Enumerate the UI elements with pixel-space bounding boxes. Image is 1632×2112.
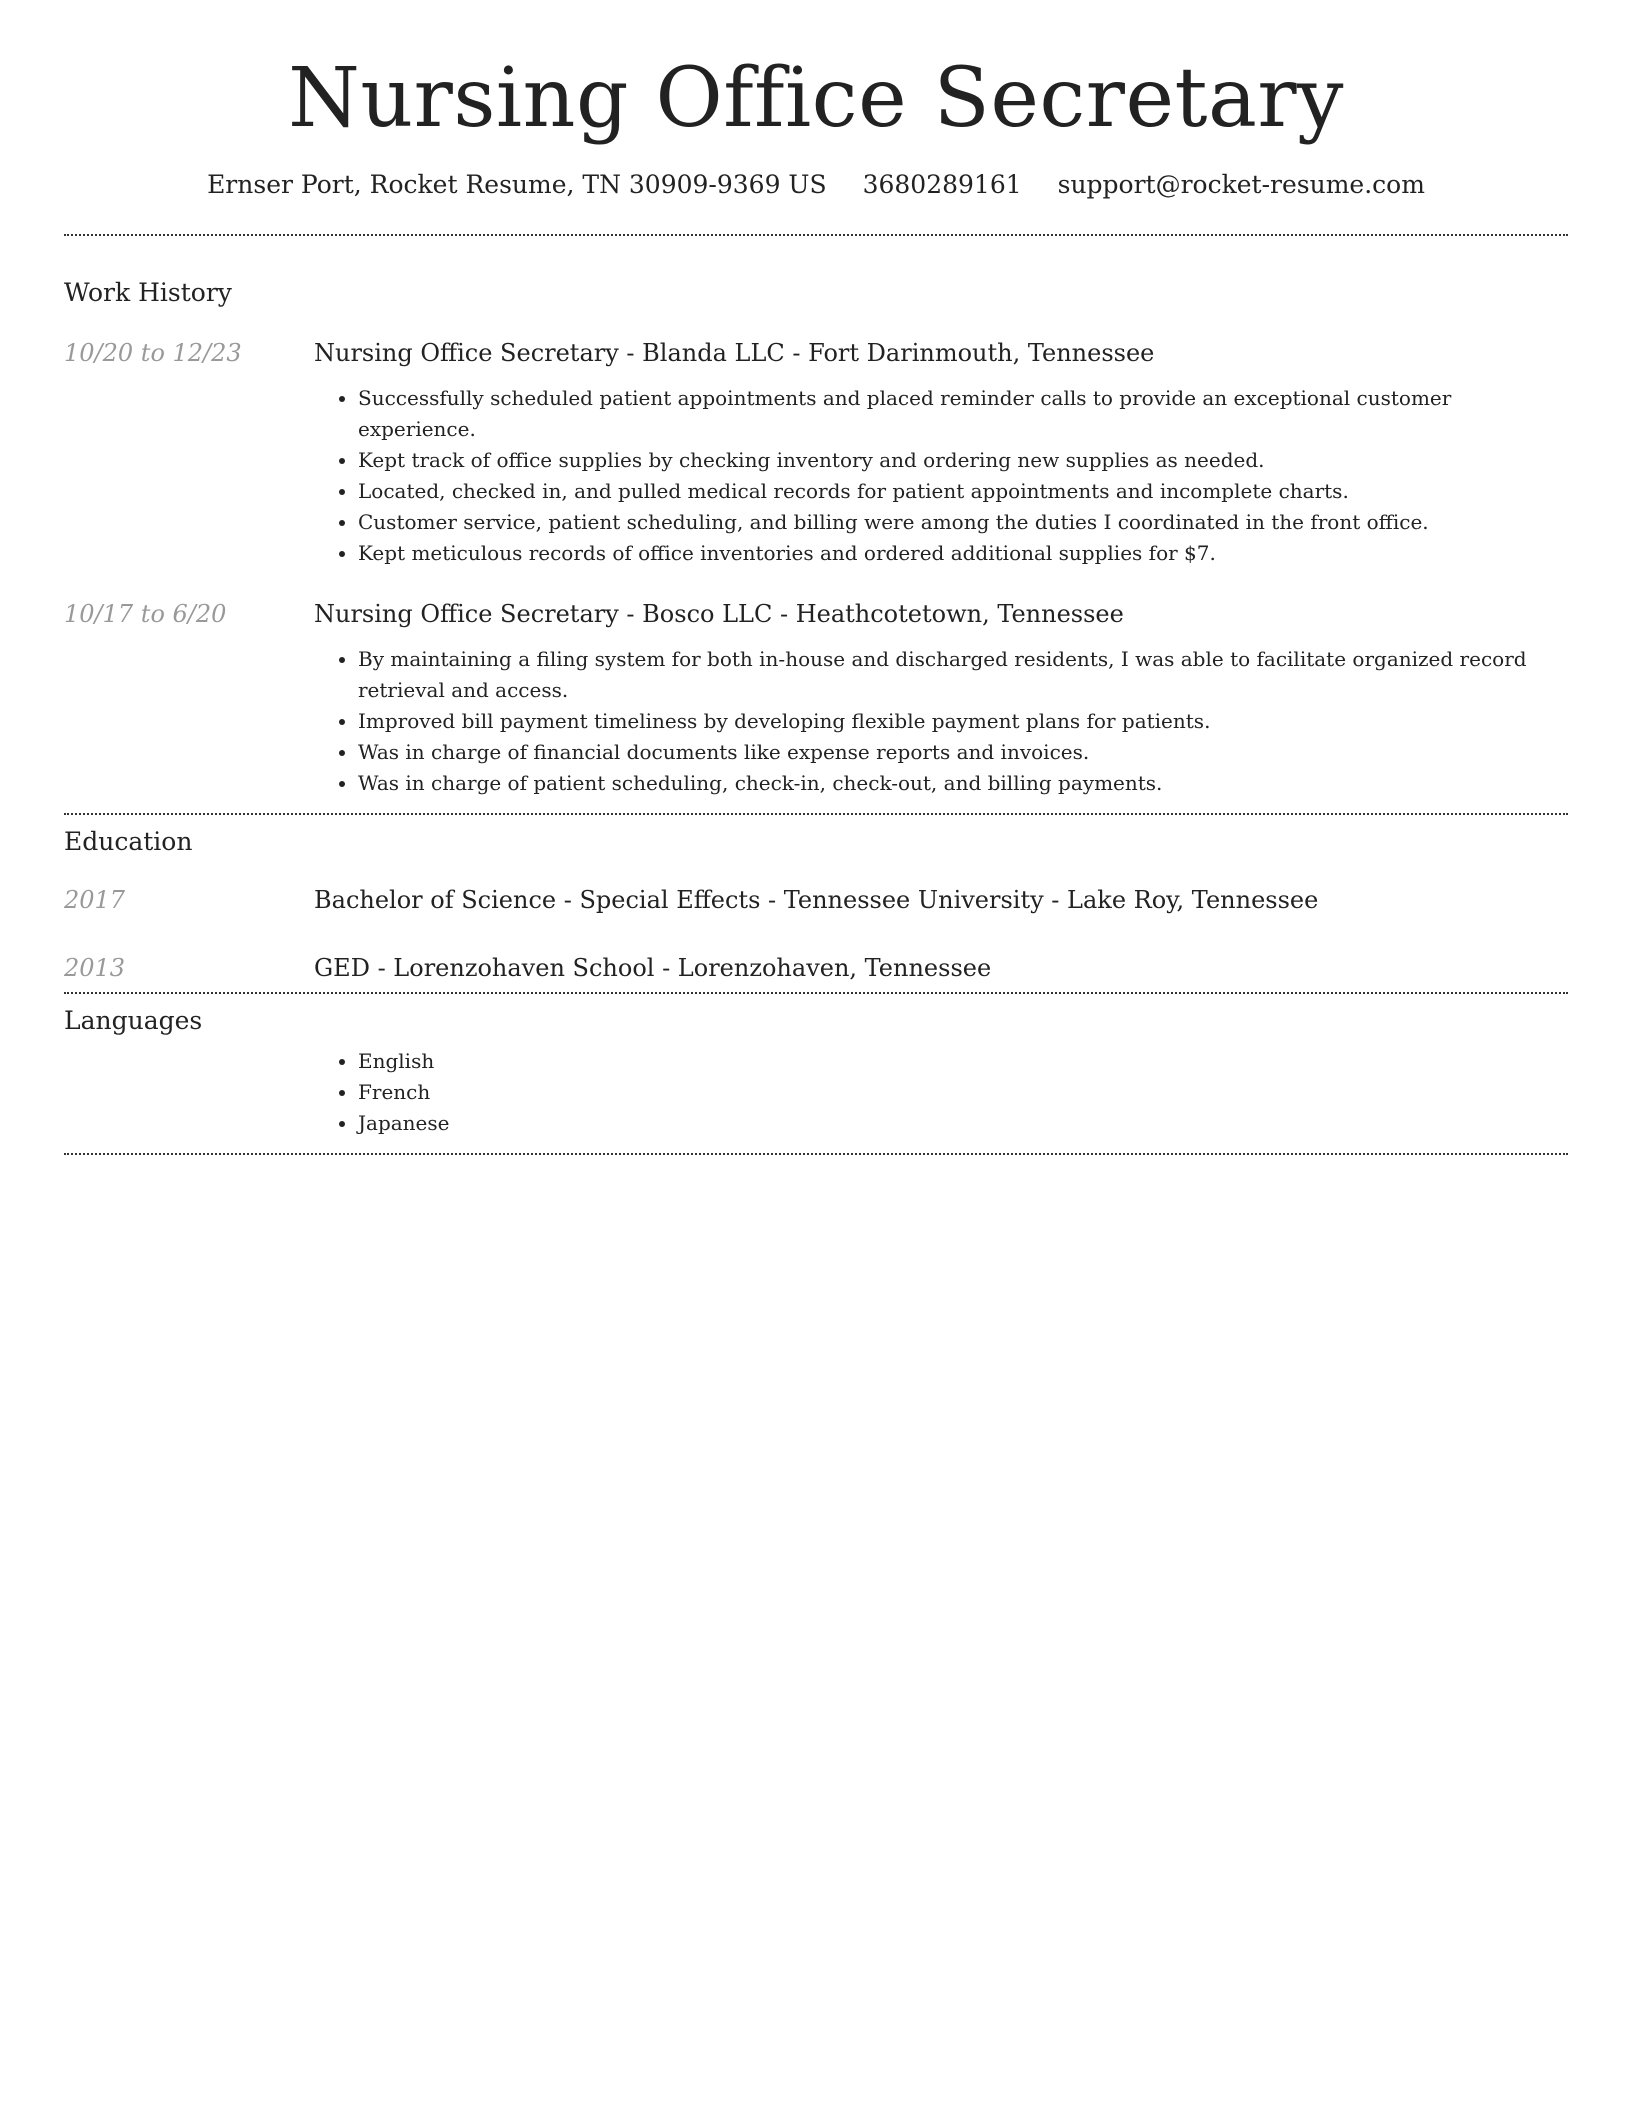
education-entry-year: 2017	[64, 886, 126, 915]
bullet-item: • Located, checked in, and pulled medical records for patient appointments and incomplete charts.	[358, 476, 1568, 507]
work-entry-body	[314, 338, 1568, 569]
header-divider	[64, 234, 1568, 236]
work-entry-body	[314, 599, 1568, 799]
resume-name: Nursing Office Secretary	[288, 51, 1344, 146]
contact-phone: 3680289161	[862, 170, 1022, 199]
section-title-education: Education	[64, 827, 193, 857]
bullet-item: • Was in charge of financial documents like expense reports and invoices.	[358, 737, 1568, 768]
education-section	[64, 827, 1568, 983]
work-history-section	[64, 278, 1568, 799]
section-divider	[64, 992, 1568, 994]
work-entry-dates: 10/20 to 12/23	[64, 339, 242, 367]
bullet-item: • Successfully scheduled patient appointments and placed reminder calls to provide an exceptional customer experience.	[358, 383, 1568, 445]
education-entry-body	[314, 953, 1568, 984]
languages-entry-body	[314, 1046, 1568, 1139]
work-entry-dates: 10/17 to 6/20	[64, 600, 227, 629]
contact-email: support@rocket-resume.com	[1057, 170, 1425, 199]
education-entry	[64, 953, 1568, 984]
language-item: • French	[358, 1077, 1568, 1108]
education-entry-title: Bachelor of Science - Special Effects - Tennessee University - Lake Roy, Tennessee	[314, 886, 1319, 915]
work-entry-title: Nursing Office Secretary - Bosco LLC - Heathcotetown, Tennessee	[314, 600, 1124, 629]
contact-address: Ernser Port, Rocket Resume, TN 30909-9369 US	[207, 170, 827, 199]
bullet-item: • Was in charge of patient scheduling, check-in, check-out, and billing payments.	[358, 768, 1568, 799]
resume-page	[64, 0, 1568, 1155]
education-entry-year: 2013	[64, 953, 126, 982]
education-entry-title: GED - Lorenzohaven School - Lorenzohaven, Tennessee	[314, 953, 992, 982]
education-entry	[64, 885, 1568, 916]
languages-section	[64, 1006, 1568, 1139]
languages-entry	[64, 1046, 1568, 1139]
bullet-item: • Customer service, patient scheduling, and billing were among the duties I coordinated in the front office.	[358, 507, 1568, 538]
work-entry	[64, 599, 1568, 799]
section-divider	[64, 813, 1568, 815]
work-entry	[64, 338, 1568, 569]
bullet-item: • By maintaining a filing system for both in-house and discharged residents, I was able to facilitate organized record retrieval and access.	[358, 644, 1568, 706]
section-title-work-history: Work History	[64, 278, 232, 307]
work-entry-bullets	[314, 644, 1568, 799]
work-entry-title: Nursing Office Secretary - Blanda LLC - Fort Darinmouth, Tennessee	[314, 339, 1155, 367]
footer-divider	[64, 1153, 1568, 1155]
bullet-item: • Kept meticulous records of office inventories and ordered additional supplies for $7.	[358, 538, 1568, 569]
languages-list	[314, 1046, 1568, 1139]
work-entry-bullets	[314, 383, 1568, 569]
language-item: • English	[358, 1046, 1568, 1077]
language-item: • Japanese	[358, 1108, 1568, 1139]
section-title-languages: Languages	[64, 1005, 203, 1035]
bullet-item: • Kept track of office supplies by checking inventory and ordering new supplies as needed.	[358, 445, 1568, 476]
education-entry-body	[314, 885, 1568, 916]
bullet-item: • Improved bill payment timeliness by developing flexible payment plans for patients.	[358, 706, 1568, 737]
contact-line	[64, 170, 1568, 200]
